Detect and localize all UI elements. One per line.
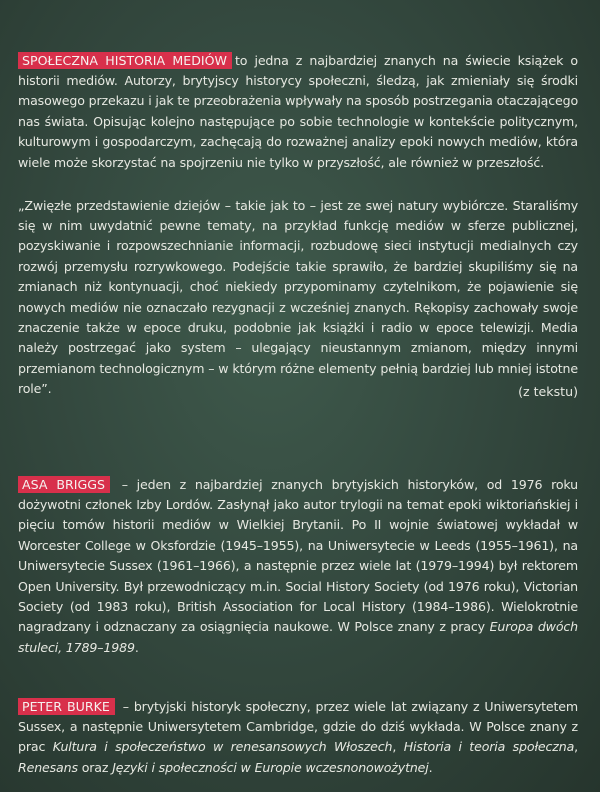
author-name-briggs: ASA BRIGGS (18, 476, 110, 493)
burke-end: . (428, 759, 433, 775)
burke-sep-3: oraz (81, 759, 109, 775)
author-bio-briggs (18, 475, 578, 659)
burke-work-title-3: Renesans (18, 759, 78, 775)
burke-work-title-1: Kultura i społeczeństwo w renesansowych Włoszech (52, 739, 393, 755)
briggs-end: . (134, 639, 139, 655)
book-title-highlight: SPOŁECZNA HISTORIA MEDIÓW (18, 52, 232, 69)
burke-sep-2: , (574, 739, 579, 755)
quote-paragraph (18, 196, 578, 400)
intro-text: to jedna z najbardziej znanych na świecie książek o historii mediów. Autorzy, brytyjscy historycy społeczni, śledzą, jak zmieniały się środki masowego przekazu i jak te przeobrażenia wpływały na sposób postrzegania otaczającego nas świata. Opisując kolejno następujące po sobie technologie w kontekście politycznym, kulturowym i gospodarczym, zachęcają do rozważnej analizy epoki nowych mediów, która wiele może skorzystać na spojrzeniu nie tylko w przyszłość, ale również w przeszłość. (18, 52, 579, 170)
quote-text: „Zwięzłe przedstawienie dziejów – takie jak to – jest ze swej natury wybiórcze. Staraliśmy się w nim uwydatnić pewne tematy, na przykład funkcję mediów w sferze publicznej, pozyskiwanie i rozpowszechnianie informacji, rozbudowę sieci instytucji medialnych czy rozwój przemysłu rozrywkowego. Podejście takie sprawiło, że bardziej skupiliśmy się na zmianach niż kontynuacji, choć niekiedy przypominamy czytelnikom, że pojawienie się nowych mediów nie oznaczało rezygnacji z wcześniej znanych. Rękopisy zachowały swoje znaczenie także w epoce druku, podobnie jak książki i radio w epoce telewizji. Media należy postrzegać jako system – ulegający nieustannym zmianom, między innymi przemianom technologicznym – w którym różne elementy pełnią bardziej lub mniej istotne role”. (18, 197, 578, 397)
briggs-bio-text: – jeden z najbardziej znanych brytyjskich historyków, od 1976 roku dożywotni członek Izby Lordów. Zasłynął jako autor trylogii na temat epoki wiktoriańskiej i pięciu tomów historii mediów w Wielkiej Brytanii. Po II wojnie światowej wykładał w Worcester College w Oksfordzie (1945–1955), na Uniwersytecie w Leeds (1955–1961), na Uniwersytecie Sussex (1961–1966), a następnie przez wiele lat (1979–1994) był rektorem Open University. Był przewodniczący m.in. Social History Society (od 1976 roku), Victorian Society (od 1983 roku), British Association for Local History (1984–1986). Wielokrotnie nagradzany i odznaczany za osiągnięcia naukowe. W Polsce znany z pracy (18, 476, 579, 635)
briggs-work-title: Europa dwóch stuleci, 1789–1989 (18, 619, 578, 655)
intro-paragraph (18, 51, 578, 173)
burke-work-title-2: Historia i teoria społeczna (403, 739, 575, 755)
quote-source: (z tekstu) (518, 384, 578, 399)
author-name-burke: PETER BURKE (18, 698, 115, 715)
burke-bio-text: – brytyjski historyk społeczny, przez wiele lat związany z Uniwersytetem Sussex, a następnie Uniwersytetem Cambridge, gdzie do dziś wykłada. W Polsce znany z prac (18, 698, 579, 755)
author-bio-burke (18, 697, 578, 779)
burke-work-title-4: Języki i społeczności w Europie wczesnonowożytnej (112, 759, 429, 775)
burke-sep-1: , (392, 739, 397, 755)
